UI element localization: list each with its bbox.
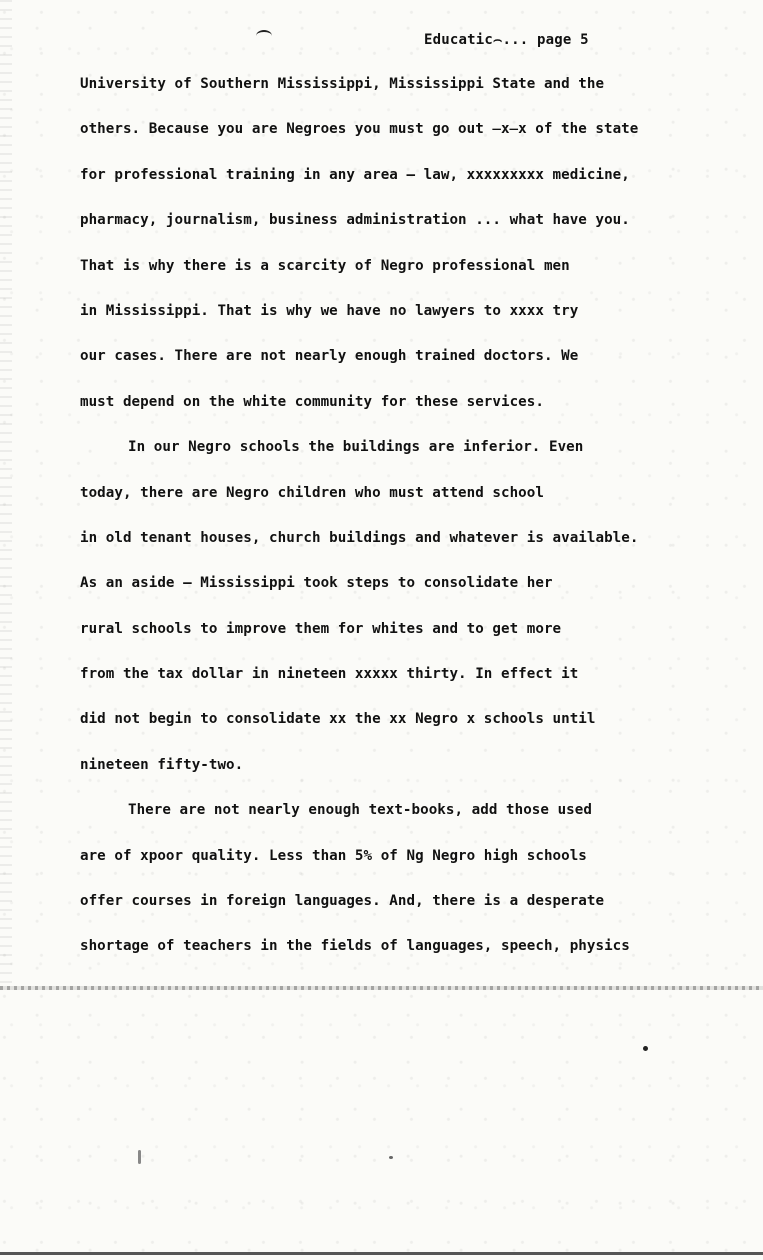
scan-bottom-border [0,1252,763,1255]
page-bottom-edge [0,986,763,990]
text-line-13: rural schools to improve them for whites and to get more [80,620,562,637]
page-header: Educatic⌢... page 5 [424,32,589,48]
body-text [80,62,690,970]
text-line-20: shortage of teachers in the fields of languages, speech, physics [80,938,630,955]
text-line-17: There are not nearly enough text-books, add those used [128,802,592,819]
text-line-18: are of xpoor quality. Less than 5% of Ng Negro high schools [80,847,587,864]
text-line-19: offer courses in foreign languages. And, there is a desperate [80,893,605,910]
text-line-16: nineteen fifty-two. [80,756,244,773]
text-line-2: others. Because you are Negroes you must go out ̶x̶x of the state [80,121,639,138]
text-line-5: That is why there is a scarcity of Negro professional men [80,257,570,274]
text-line-7: our cases. There are not nearly enough trained doctors. We [80,348,579,365]
page-left-edge [0,0,12,990]
text-line-6: in Mississippi. That is why we have no lawyers to xxxx try [80,302,579,319]
text-line-4: pharmacy, journalism, business administration ... what have you. [80,212,630,229]
text-line-3: for professional training in any area — law, xxxxxxxxx medicine, [80,166,630,183]
text-line-11: in old tenant houses, church buildings and whatever is available. [80,529,639,546]
text-line-14: from the tax dollar in nineteen xxxxx thirty. In effect it [80,666,579,683]
text-line-9: In our Negro schools the buildings are inferior. Even [128,439,584,456]
text-line-10: today, there are Negro children who must attend school [80,484,544,501]
text-line-15: did not begin to consolidate xx the xx Negro x schools until [80,711,596,728]
text-line-12: As an aside — Mississippi took steps to consolidate her [80,575,553,592]
header-pen-mark [256,30,272,42]
ink-speck [138,1150,141,1164]
text-line-1: University of Southern Mississippi, Mississippi State and the [80,76,605,92]
ink-speck [389,1156,393,1159]
text-line-8: must depend on the white community for these services. [80,393,544,410]
ink-speck [643,1046,648,1051]
